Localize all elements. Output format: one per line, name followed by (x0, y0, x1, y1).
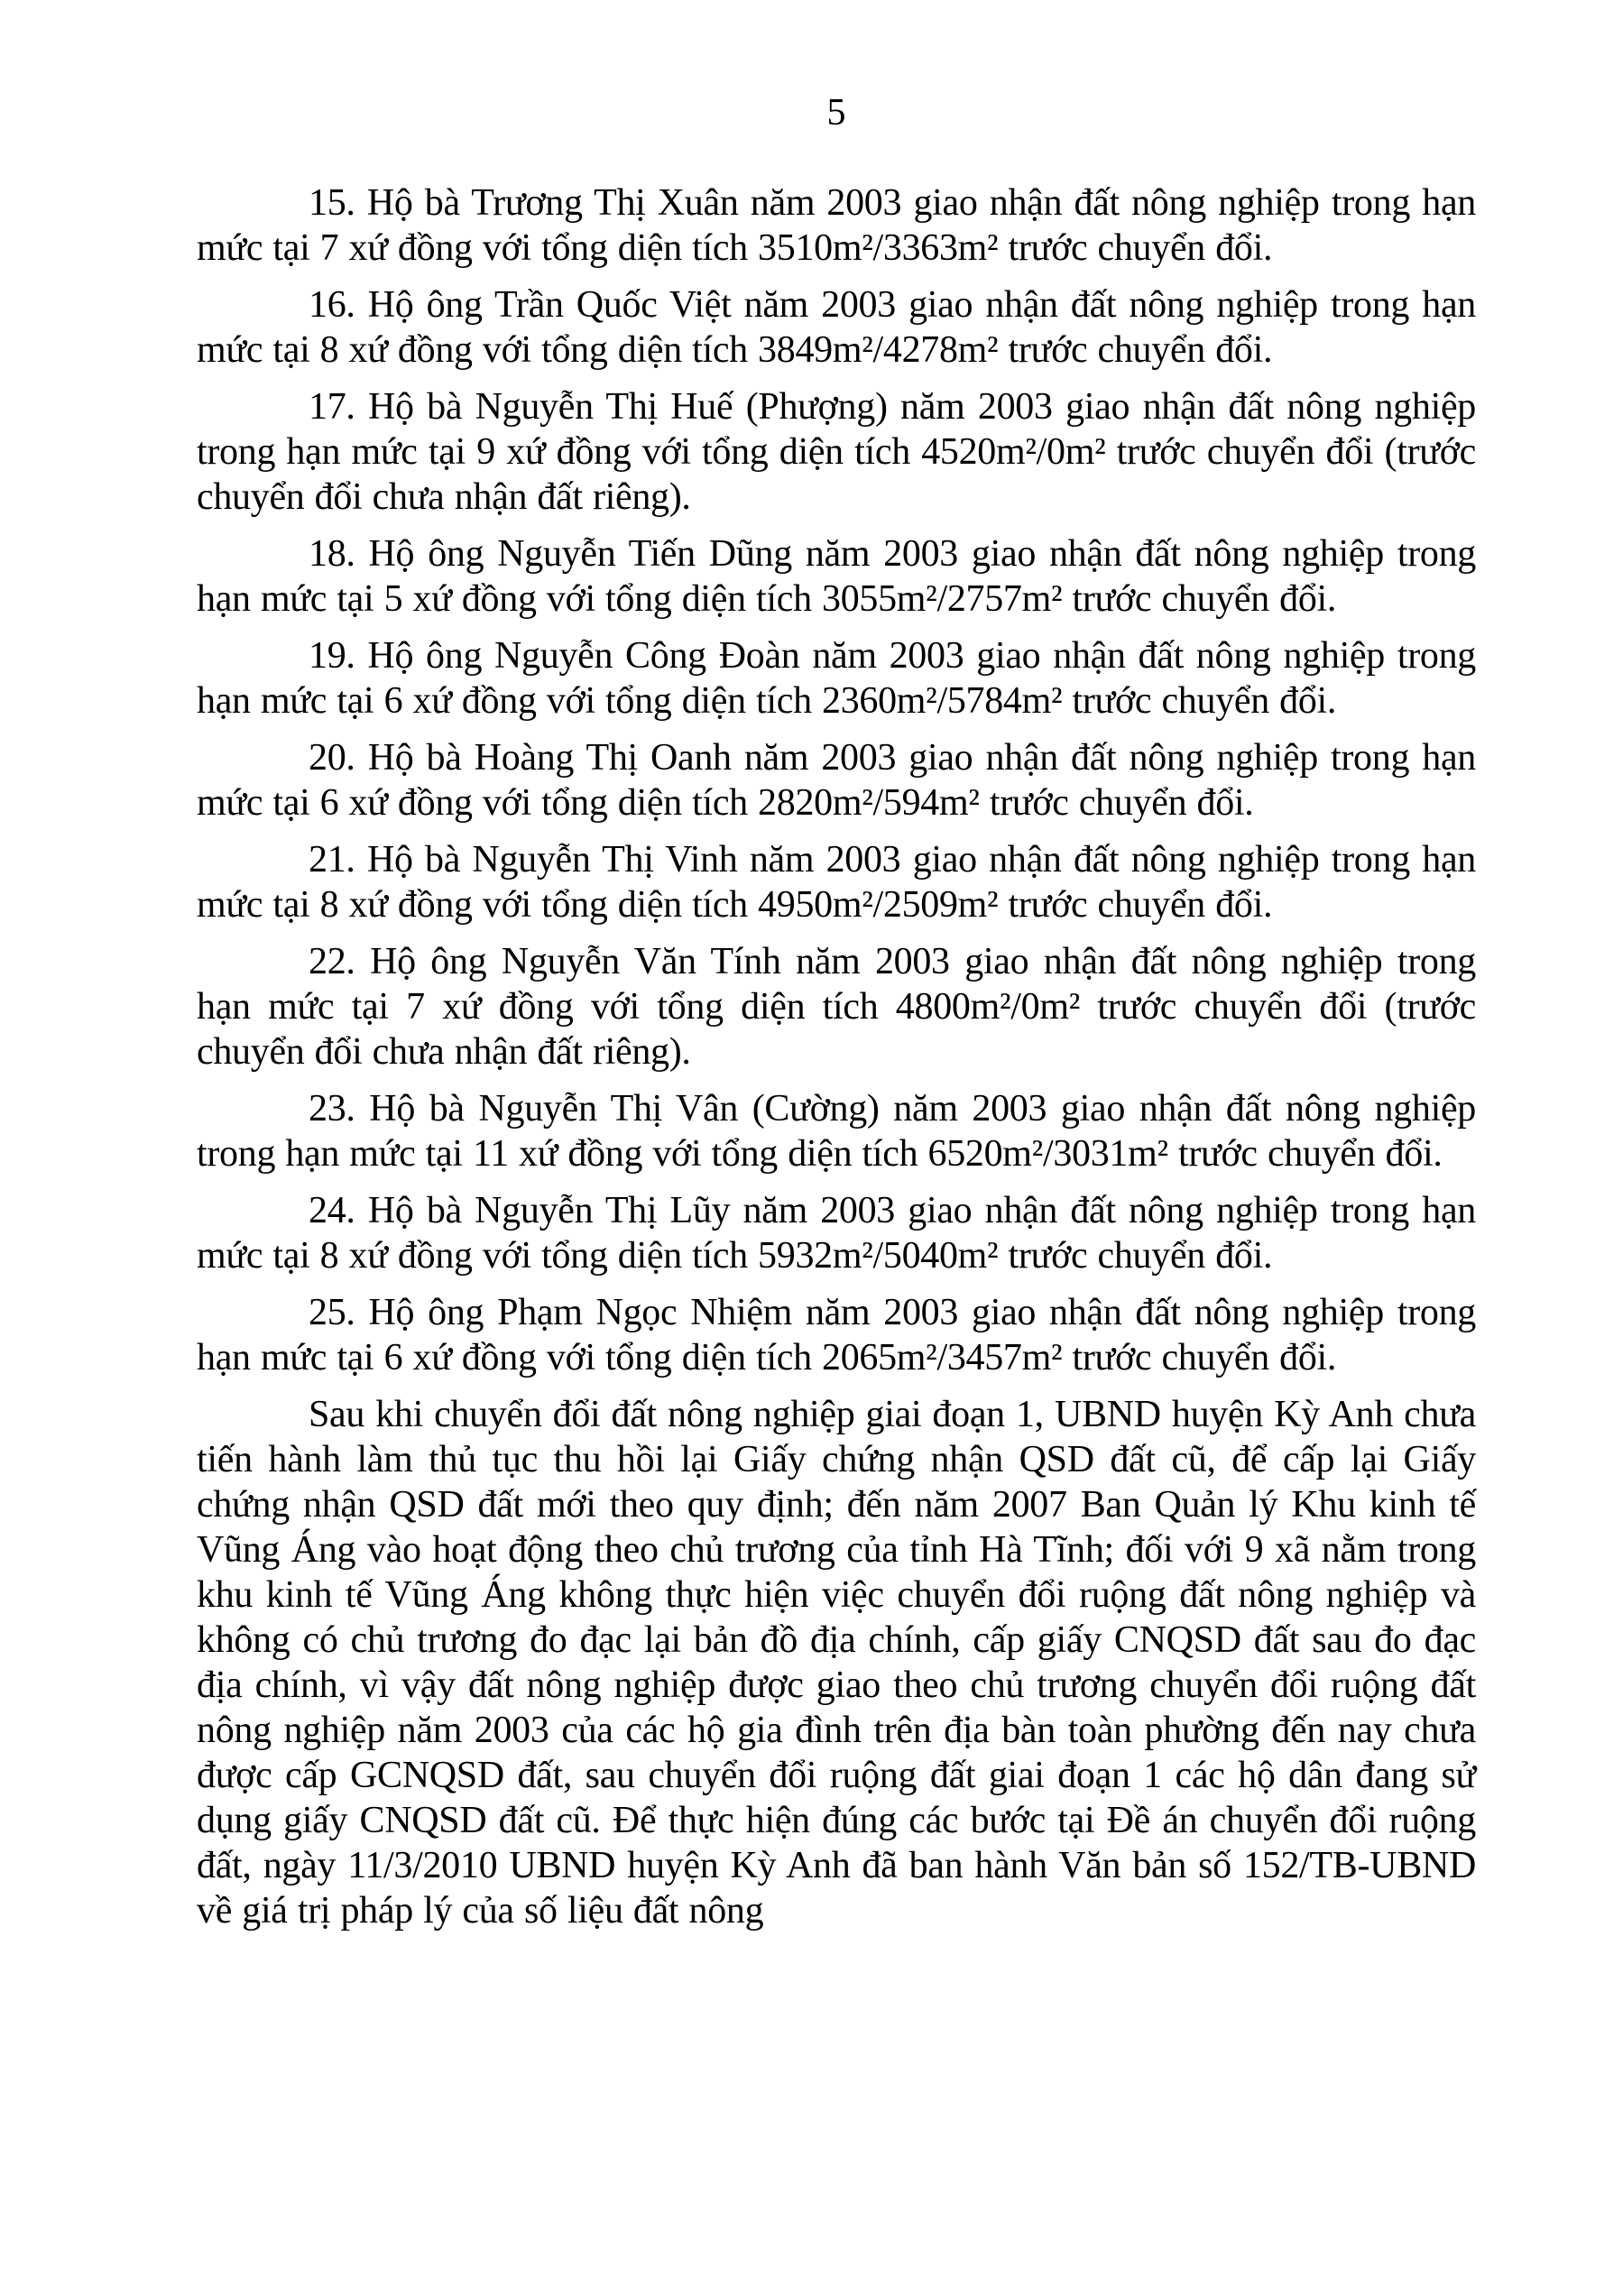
household-item-23: 23. Hộ bà Nguyễn Thị Vân (Cường) năm 2003 giao nhận đất nông nghiệp trong hạn mức tại 11 xứ đồng với tổng diện tích 6520m²/3031m² trước chuyển đổi. (197, 1088, 1476, 1175)
household-item-19: 19. Hộ ông Nguyễn Công Đoàn năm 2003 giao nhận đất nông nghiệp trong hạn mức tại 6 xứ đồng với tổng diện tích 2360m²/5784m² trước chuyển đổi. (197, 635, 1476, 722)
household-item-18: 18. Hộ ông Nguyễn Tiến Dũng năm 2003 giao nhận đất nông nghiệp trong hạn mức tại 5 xứ đồng với tổng diện tích 3055m²/2757m² trước chuyển đổi. (197, 533, 1476, 620)
household-item-22: 22. Hộ ông Nguyễn Văn Tính năm 2003 giao nhận đất nông nghiệp trong hạn mức tại 7 xứ đồng với tổng diện tích 4800m²/0m² trước chuyển đổi (trước chuyển đổi chưa nhận đất riêng). (197, 941, 1476, 1073)
household-item-15: 15. Hộ bà Trương Thị Xuân năm 2003 giao nhận đất nông nghiệp trong hạn mức tại 7 xứ đồng với tổng diện tích 3510m²/3363m² trước chuyển đổi. (197, 182, 1476, 269)
page-number: 5 (826, 92, 846, 134)
household-item-24: 24. Hộ bà Nguyễn Thị Lũy năm 2003 giao nhận đất nông nghiệp trong hạn mức tại 8 xứ đồng với tổng diện tích 5932m²/5040m² trước chuyển đổi. (197, 1190, 1476, 1277)
document-body (0, 90, 1623, 1933)
household-item-17: 17. Hộ bà Nguyễn Thị Huế (Phượng) năm 2003 giao nhận đất nông nghiệp trong hạn mức tại 9 xứ đồng với tổng diện tích 4520m²/0m² trước chuyển đổi (trước chuyển đổi chưa nhận đất riêng). (197, 386, 1476, 518)
household-item-16: 16. Hộ ông Trần Quốc Việt năm 2003 giao nhận đất nông nghiệp trong hạn mức tại 8 xứ đồng với tổng diện tích 3849m²/4278m² trước chuyển đổi. (197, 284, 1476, 371)
household-item-21: 21. Hộ bà Nguyễn Thị Vinh năm 2003 giao nhận đất nông nghiệp trong hạn mức tại 8 xứ đồng với tổng diện tích 4950m²/2509m² trước chuyển đổi. (197, 839, 1476, 926)
closing-paragraph: Sau khi chuyển đổi đất nông nghiệp giai đoạn 1, UBND huyện Kỳ Anh chưa tiến hành làm thủ tục thu hồi lại Giấy chứng nhận QSD đất cũ, để cấp lại Giấy chứng nhận QSD đất mới theo quy định; đến năm 2007 Ban Quản lý Khu kinh tế Vũng Áng vào hoạt động theo chủ trương của tỉnh Hà Tĩnh; đối với 9 xã nằm trong khu kinh tế Vũng Áng không thực hiện việc chuyển đổi ruộng đất nông nghiệp và không có chủ trương đo đạc lại bản đồ địa chính, cấp giấy CNQSD đất sau đo đạc địa chính, vì vậy đất nông nghiệp được giao theo chủ trương chuyển đổi ruộng đất nông nghiệp năm 2003 của các hộ gia đình trên địa bàn toàn phường đến nay chưa được cấp GCNQSD đất, sau chuyển đổi ruộng đất giai đoạn 1 các hộ dân đang sử dụng giấy CNQSD đất cũ. Để thực hiện đúng các bước tại Đề án chuyển đổi ruộng đất, ngày 11/3/2010 UBND huyện Kỳ Anh đã ban hành Văn bản số 152/TB-UBND về giá trị pháp lý của số liệu đất nông (197, 1394, 1476, 1932)
household-item-20: 20. Hộ bà Hoàng Thị Oanh năm 2003 giao nhận đất nông nghiệp trong hạn mức tại 6 xứ đồng với tổng diện tích 2820m²/594m² trước chuyển đổi. (197, 737, 1476, 824)
household-item-25: 25. Hộ ông Phạm Ngọc Nhiệm năm 2003 giao nhận đất nông nghiệp trong hạn mức tại 6 xứ đồng với tổng diện tích 2065m²/3457m² trước chuyển đổi. (197, 1292, 1476, 1379)
